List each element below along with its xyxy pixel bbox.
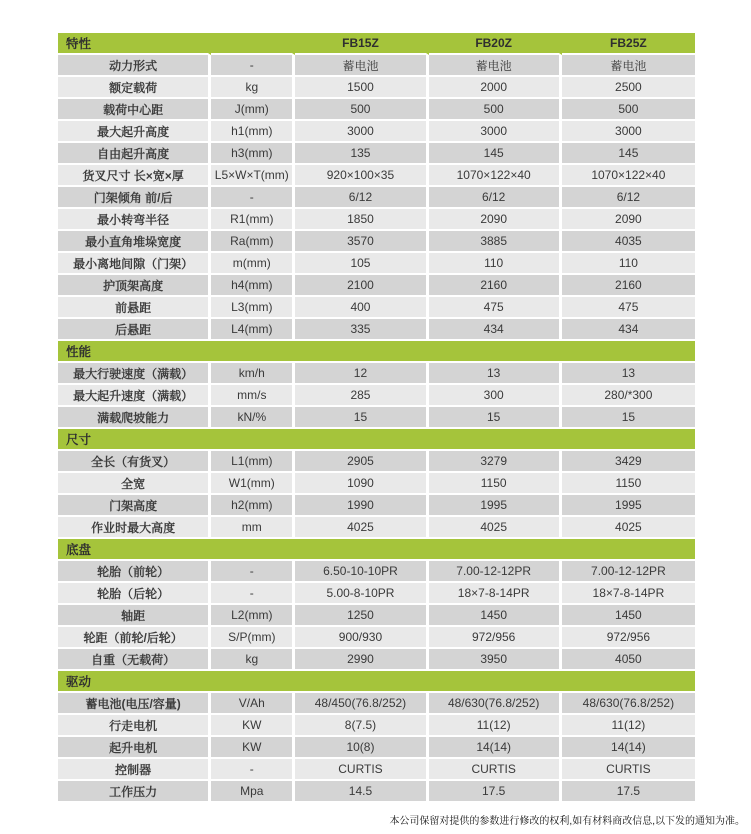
spec-value-fb25z: 11(12) [562, 715, 695, 737]
spec-value-fb25z: 1450 [562, 605, 695, 627]
spec-value-fb15z: 4025 [295, 517, 428, 539]
spec-value-fb20z: 13 [429, 363, 562, 385]
spec-unit: - [211, 187, 295, 209]
spec-value-fb25z: 475 [562, 297, 695, 319]
spec-value-fb15z: 3000 [295, 121, 428, 143]
spec-value-fb15z: 3570 [295, 231, 428, 253]
table-header-row [58, 33, 695, 55]
spec-value-fb20z: CURTIS [429, 759, 562, 781]
spec-unit: Ra(mm) [211, 231, 295, 253]
spec-value-fb25z: 2500 [562, 77, 695, 99]
spec-value-fb25z: 4035 [562, 231, 695, 253]
spec-value-fb25z: 17.5 [562, 781, 695, 803]
spec-value-fb25z: 14(14) [562, 737, 695, 759]
spec-label: 门架倾角 前/后 [58, 187, 211, 209]
spec-label: 轮距（前轮/后轮） [58, 627, 211, 649]
spec-unit: - [211, 55, 295, 77]
spec-value-fb20z: 110 [429, 253, 562, 275]
feature-column-header: 特性 [58, 33, 211, 55]
spec-row [58, 77, 695, 99]
spec-value-fb20z: 18×7-8-14PR [429, 583, 562, 605]
spec-row [58, 385, 695, 407]
spec-value-fb20z: 1995 [429, 495, 562, 517]
spec-value-fb25z: 2160 [562, 275, 695, 297]
spec-label: 控制器 [58, 759, 211, 781]
spec-value-fb15z: 12 [295, 363, 428, 385]
spec-value-fb20z: 3279 [429, 451, 562, 473]
spec-value-fb20z: 3885 [429, 231, 562, 253]
spec-value-fb25z: 3000 [562, 121, 695, 143]
spec-label: 最大行驶速度（满载） [58, 363, 211, 385]
spec-unit: W1(mm) [211, 473, 295, 495]
spec-unit: J(mm) [211, 99, 295, 121]
spec-row [58, 649, 695, 671]
spec-row [58, 759, 695, 781]
spec-row [58, 231, 695, 253]
spec-label: 后悬距 [58, 319, 211, 341]
section-header-row [58, 429, 695, 451]
spec-label: 自重（无载荷） [58, 649, 211, 671]
spec-value-fb20z: 145 [429, 143, 562, 165]
spec-row [58, 99, 695, 121]
spec-label: 轮胎（前轮） [58, 561, 211, 583]
spec-row [58, 715, 695, 737]
spec-unit: h3(mm) [211, 143, 295, 165]
spec-value-fb15z: 335 [295, 319, 428, 341]
spec-label: 护顶架高度 [58, 275, 211, 297]
section-header-row [58, 539, 695, 561]
spec-label: 最小直角堆垛宽度 [58, 231, 211, 253]
spec-row [58, 275, 695, 297]
forklift-spec-table [58, 33, 695, 803]
spec-value-fb15z: 1990 [295, 495, 428, 517]
spec-value-fb25z: 434 [562, 319, 695, 341]
spec-row [58, 407, 695, 429]
spec-row [58, 319, 695, 341]
spec-row [58, 737, 695, 759]
spec-value-fb25z: 1995 [562, 495, 695, 517]
model-header-fb15z: FB15Z [295, 33, 428, 55]
spec-unit: - [211, 583, 295, 605]
spec-row [58, 693, 695, 715]
spec-row [58, 209, 695, 231]
section-header-row [58, 671, 695, 693]
spec-row [58, 363, 695, 385]
spec-value-fb25z: 110 [562, 253, 695, 275]
spec-value-fb25z: 1070×122×40 [562, 165, 695, 187]
spec-label: 最小转弯半径 [58, 209, 211, 231]
spec-value-fb25z: 13 [562, 363, 695, 385]
spec-value-fb15z: 蓄电池 [295, 55, 428, 77]
spec-value-fb20z: 6/12 [429, 187, 562, 209]
spec-value-fb25z: 1150 [562, 473, 695, 495]
spec-value-fb15z: 400 [295, 297, 428, 319]
spec-row [58, 583, 695, 605]
spec-row [58, 297, 695, 319]
spec-row [58, 187, 695, 209]
spec-row [58, 121, 695, 143]
spec-value-fb25z: 3429 [562, 451, 695, 473]
spec-unit: L1(mm) [211, 451, 295, 473]
spec-row [58, 561, 695, 583]
spec-value-fb15z: 285 [295, 385, 428, 407]
spec-label: 工作压力 [58, 781, 211, 803]
model-header-fb25z: FB25Z [562, 33, 695, 55]
spec-value-fb15z: 1250 [295, 605, 428, 627]
spec-unit: h2(mm) [211, 495, 295, 517]
spec-row [58, 55, 695, 77]
spec-value-fb20z: 300 [429, 385, 562, 407]
spec-label: 全宽 [58, 473, 211, 495]
spec-row [58, 473, 695, 495]
spec-value-fb15z: 105 [295, 253, 428, 275]
spec-value-fb25z: 蓄电池 [562, 55, 695, 77]
spec-label: 轮胎（后轮） [58, 583, 211, 605]
section-title: 性能 [58, 341, 695, 363]
spec-row [58, 781, 695, 803]
spec-value-fb25z: 7.00-12-12PR [562, 561, 695, 583]
spec-label: 最大起升高度 [58, 121, 211, 143]
spec-unit: KW [211, 737, 295, 759]
spec-value-fb15z: 500 [295, 99, 428, 121]
spec-row [58, 143, 695, 165]
section-title: 尺寸 [58, 429, 695, 451]
spec-unit: km/h [211, 363, 295, 385]
spec-unit: h1(mm) [211, 121, 295, 143]
spec-unit: V/Ah [211, 693, 295, 715]
section-title: 底盘 [58, 539, 695, 561]
spec-value-fb20z: 3000 [429, 121, 562, 143]
spec-label: 蓄电池(电压/容量) [58, 693, 211, 715]
spec-value-fb25z: 500 [562, 99, 695, 121]
spec-unit: L5×W×T(mm) [211, 165, 295, 187]
spec-value-fb20z: 11(12) [429, 715, 562, 737]
spec-value-fb25z: 18×7-8-14PR [562, 583, 695, 605]
spec-value-fb20z: 14(14) [429, 737, 562, 759]
spec-label: 载荷中心距 [58, 99, 211, 121]
spec-value-fb20z: 1150 [429, 473, 562, 495]
spec-label: 全长（有货叉） [58, 451, 211, 473]
spec-value-fb25z: 145 [562, 143, 695, 165]
spec-unit: Mpa [211, 781, 295, 803]
spec-value-fb20z: 500 [429, 99, 562, 121]
spec-row [58, 517, 695, 539]
spec-value-fb25z: 972/956 [562, 627, 695, 649]
spec-row [58, 165, 695, 187]
spec-unit: KW [211, 715, 295, 737]
spec-value-fb20z: 1070×122×40 [429, 165, 562, 187]
spec-value-fb20z: 3950 [429, 649, 562, 671]
spec-unit: L3(mm) [211, 297, 295, 319]
spec-value-fb15z: CURTIS [295, 759, 428, 781]
spec-unit: S/P(mm) [211, 627, 295, 649]
spec-value-fb15z: 6.50-10-10PR [295, 561, 428, 583]
spec-value-fb15z: 2905 [295, 451, 428, 473]
spec-value-fb15z: 900/930 [295, 627, 428, 649]
spec-value-fb15z: 15 [295, 407, 428, 429]
spec-value-fb15z: 10(8) [295, 737, 428, 759]
spec-value-fb20z: 972/956 [429, 627, 562, 649]
disclaimer-note: 本公司保留对提供的参数进行修改的权利,如有材料商改信息,以下发的通知为准。 [389, 816, 745, 827]
section-header-row [58, 341, 695, 363]
spec-unit: - [211, 759, 295, 781]
spec-value-fb20z: 15 [429, 407, 562, 429]
spec-label: 起升电机 [58, 737, 211, 759]
spec-label: 轴距 [58, 605, 211, 627]
spec-value-fb20z: 2160 [429, 275, 562, 297]
spec-value-fb20z: 2090 [429, 209, 562, 231]
spec-unit: - [211, 561, 295, 583]
spec-row [58, 253, 695, 275]
spec-value-fb25z: 2090 [562, 209, 695, 231]
spec-value-fb15z: 2990 [295, 649, 428, 671]
spec-unit: mm/s [211, 385, 295, 407]
spec-unit: m(mm) [211, 253, 295, 275]
spec-value-fb20z: 4025 [429, 517, 562, 539]
spec-unit: kg [211, 77, 295, 99]
spec-value-fb20z: 475 [429, 297, 562, 319]
spec-label: 动力形式 [58, 55, 211, 77]
spec-value-fb15z: 920×100×35 [295, 165, 428, 187]
spec-label: 最大起升速度（满载） [58, 385, 211, 407]
spec-value-fb25z: 6/12 [562, 187, 695, 209]
spec-row [58, 451, 695, 473]
spec-label: 最小离地间隙（门架） [58, 253, 211, 275]
spec-unit: R1(mm) [211, 209, 295, 231]
spec-value-fb20z: 48/630(76.8/252) [429, 693, 562, 715]
spec-unit: L4(mm) [211, 319, 295, 341]
unit-column-header [211, 33, 295, 55]
spec-value-fb20z: 蓄电池 [429, 55, 562, 77]
spec-row [58, 495, 695, 517]
spec-label: 作业时最大高度 [58, 517, 211, 539]
spec-unit: kN/% [211, 407, 295, 429]
section-title: 驱动 [58, 671, 695, 693]
spec-value-fb25z: CURTIS [562, 759, 695, 781]
spec-value-fb20z: 17.5 [429, 781, 562, 803]
spec-value-fb15z: 14.5 [295, 781, 428, 803]
spec-label: 前悬距 [58, 297, 211, 319]
spec-unit: h4(mm) [211, 275, 295, 297]
spec-table-body [58, 55, 695, 803]
spec-value-fb25z: 280/*300 [562, 385, 695, 407]
spec-row [58, 627, 695, 649]
spec-value-fb15z: 1090 [295, 473, 428, 495]
spec-value-fb15z: 8(7.5) [295, 715, 428, 737]
spec-value-fb15z: 6/12 [295, 187, 428, 209]
spec-label: 额定载荷 [58, 77, 211, 99]
spec-value-fb15z: 135 [295, 143, 428, 165]
spec-label: 货叉尺寸 长×宽×厚 [58, 165, 211, 187]
spec-value-fb25z: 4025 [562, 517, 695, 539]
spec-label: 满载爬坡能力 [58, 407, 211, 429]
spec-value-fb15z: 1500 [295, 77, 428, 99]
spec-value-fb15z: 1850 [295, 209, 428, 231]
spec-unit: L2(mm) [211, 605, 295, 627]
spec-row [58, 605, 695, 627]
model-header-fb20z: FB20Z [429, 33, 562, 55]
spec-value-fb20z: 1450 [429, 605, 562, 627]
spec-value-fb25z: 15 [562, 407, 695, 429]
spec-value-fb20z: 434 [429, 319, 562, 341]
spec-value-fb15z: 5.00-8-10PR [295, 583, 428, 605]
spec-value-fb25z: 48/630(76.8/252) [562, 693, 695, 715]
spec-value-fb15z: 2100 [295, 275, 428, 297]
spec-value-fb15z: 48/450(76.8/252) [295, 693, 428, 715]
spec-label: 行走电机 [58, 715, 211, 737]
spec-value-fb20z: 7.00-12-12PR [429, 561, 562, 583]
spec-value-fb25z: 4050 [562, 649, 695, 671]
spec-label: 自由起升高度 [58, 143, 211, 165]
spec-unit: mm [211, 517, 295, 539]
spec-unit: kg [211, 649, 295, 671]
spec-label: 门架高度 [58, 495, 211, 517]
spec-value-fb20z: 2000 [429, 77, 562, 99]
